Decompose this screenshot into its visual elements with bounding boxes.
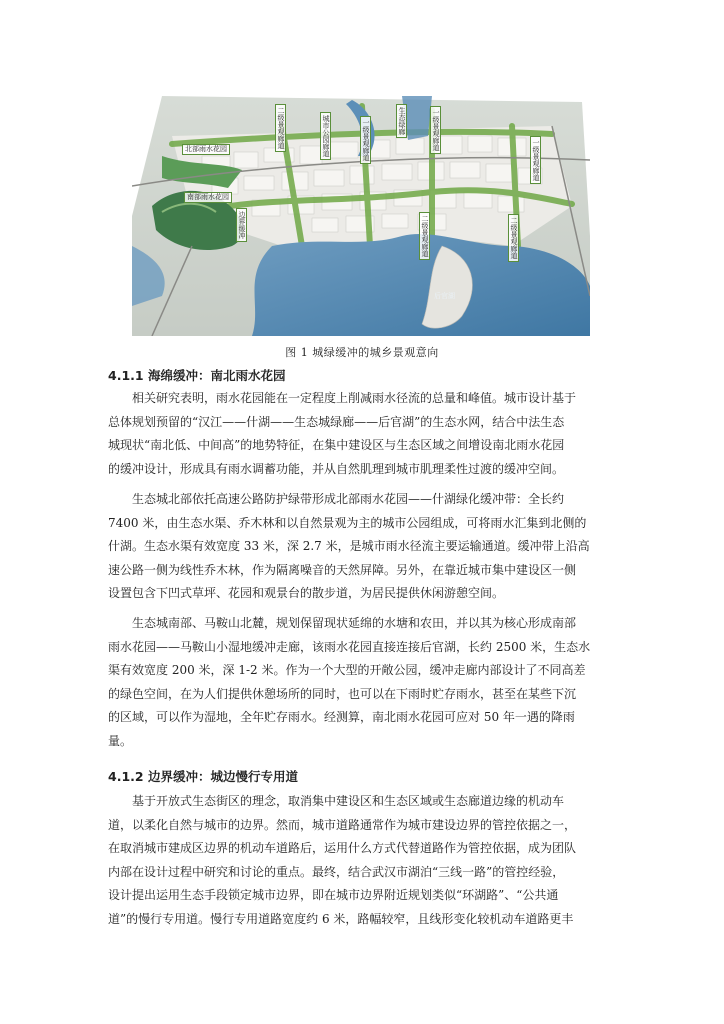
paragraph-line: 雨水花园——马鞍山小湿地缓冲走廊，该雨水花园直接连接后官湖，长约 2500 米，生态水 (108, 639, 591, 654)
paragraph-line: 城现状“南北低、中间高”的地势特征，在集中建设区与生态区域之间增设南北雨水花园 (108, 438, 565, 453)
paragraph-line: 渠有效宽度 200 米，深 1-2 米。作为一个大型的开敞公园，缓冲走廊内部设计了不同高差 (108, 663, 586, 678)
map-label-corridor-1-right: 一级景观廊道 (430, 106, 441, 154)
paragraph-line: 量。 (108, 733, 133, 748)
paragraph-line: 设计提出运用生态手段锁定城市边界，即在城市边界附近规划类似“环湖路”、“公共通 (108, 888, 559, 903)
map-label-center-corridor: 二级景观廊道 (419, 212, 430, 260)
map-label-park-corridor: 城市公园廊道 (320, 112, 331, 160)
section-heading-4-1-2: 4.1.2 边界缓冲：城边慢行专用道 (108, 769, 298, 784)
paragraph-line: 总体规划预留的“汉江——什湖——生态城绿廊——后官湖”的生态水网，结合中法生态 (108, 414, 565, 429)
paragraph-line: 在取消城市建成区边界的机动车道路后，运用什么方式代替道路作为管控依据，成为团队 (108, 841, 577, 856)
map-label-east-corridor: 一级景观廊道 (530, 136, 541, 184)
paragraph-line: 生态城南部、马鞍山北麓，规划保留现状延绵的水塘和农田，并以其为核心形成南部 (132, 616, 577, 630)
paragraph-line: 的缓冲设计，形成具有雨水调蓄功能，并从自然肌理到城市肌理柔性过渡的缓冲空间。 (108, 461, 565, 476)
paragraph-line: 相关研究表明，雨水花园能在一定程度上削减雨水径流的总量和峰值。城市设计基于 (132, 391, 577, 405)
paragraph-line: 的绿色空间，在为人们提供休憩场所的同时，也可以在下雨时贮存雨水，甚至在某些下沉 (108, 686, 577, 701)
section-heading-4-1-1: 4.1.1 海绵缓冲：南北雨水花园 (108, 368, 286, 383)
paragraph-4 (108, 790, 614, 932)
paragraph-1 (108, 387, 614, 481)
map-label-ecology-corridor: 二级景观廊道 (508, 214, 519, 262)
paragraph-3 (108, 612, 614, 754)
paragraph-line: 速公路一侧为线性乔木林，作为隔离噪音的天然屏障。另外，在靠近城市集中建设区一侧 (108, 562, 577, 577)
map-label-boundary-buffer: 边界缓冲 (236, 208, 247, 242)
map-label-lake: 后官湖 (434, 292, 455, 300)
map-label-south-garden: 南部雨水花园 (184, 192, 232, 203)
map-label-green-corridor: 生态绿廊 (396, 104, 407, 138)
paragraph-2 (108, 488, 614, 606)
map-label-north-garden: 北部雨水花园 (182, 144, 230, 155)
paragraph-line: 的区域，可以作为湿地，全年贮存雨水。经测算，南北雨水花园可应对 50 年一遇的降雨 (108, 710, 575, 725)
figure-caption: 图 1 城绿缓冲的城乡景观意向 (285, 346, 439, 359)
paragraph-line: 内部在设计过程中研究和讨论的重点。最终，结合武汉市湖泊“三线一路”的管控经验， (108, 864, 565, 879)
paragraph-line: 道”的慢行专用道。慢行专用道路宽度约 6 米，路幅较窄，且线形变化较机动车道路更丰 (108, 911, 574, 926)
paragraph-line: 设置包含下凹式草坪、花园和观景台的散步道，为居民提供休闲游憩空间。 (108, 586, 505, 601)
map-label-corridor-1-left: 一级景观廊道 (360, 116, 371, 164)
paragraph-line: 道，以柔化自然与城市的边界。然而，城市道路通常作为城市建设边界的管控依据之一， (108, 817, 577, 832)
paragraph-line: 生态城北部依托高速公路防护绿带形成北部雨水花园——什湖绿化缓冲带：全长约 (132, 492, 565, 506)
map-label-corridor-2: 二级景观廊道 (275, 104, 286, 152)
landscape-map-figure (132, 96, 590, 336)
paragraph-line: 7400 米，由生态水渠、乔木林和以自然景观为主的城市公园组成，可将雨水汇集到北侧的 (108, 515, 587, 530)
paragraph-line: 基于开放式生态街区的理念，取消集中建设区和生态区域或生态廊道边缘的机动车 (132, 794, 565, 808)
paragraph-line: 什湖。生态水渠有效宽度 33 米，深 2.7 米，是城市雨水径流主要运输通道。缓冲带上沿高 (108, 539, 590, 554)
